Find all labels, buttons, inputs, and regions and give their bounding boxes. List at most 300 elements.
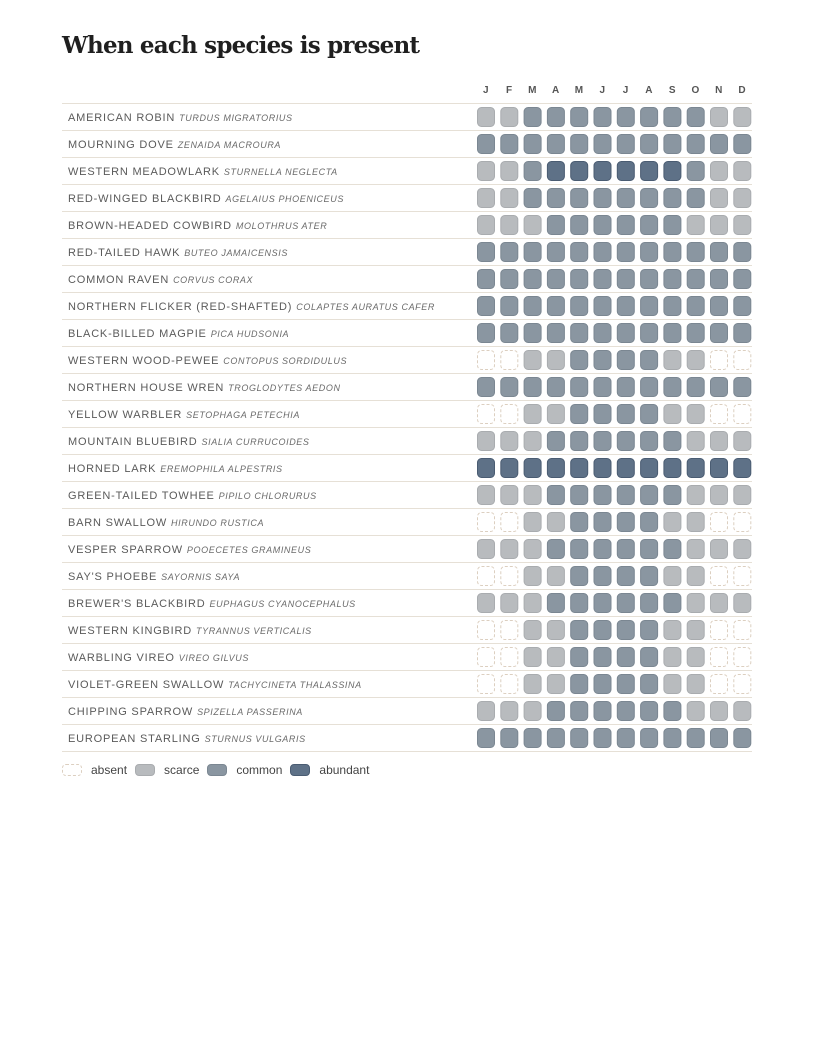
presence-cell (734, 243, 751, 262)
species-label (68, 409, 300, 421)
presence-cell (594, 324, 611, 343)
presence-cell (734, 189, 751, 208)
species-scientific-name: TACHYCINETA THALASSINA (228, 680, 362, 690)
presence-cell (501, 324, 518, 343)
presence-cell (687, 297, 704, 316)
presence-cell (594, 135, 611, 154)
species-scientific-name: SPIZELLA PASSERINA (197, 707, 303, 717)
species-common-name: BROWN-HEADED COWBIRD (68, 220, 232, 232)
presence-cell (594, 405, 611, 424)
species-label (68, 571, 240, 583)
species-label (68, 247, 288, 259)
presence-cell (571, 594, 588, 613)
presence-cell (617, 729, 634, 748)
presence-cell (571, 405, 588, 424)
presence-cell (594, 270, 611, 289)
presence-cell (641, 702, 658, 721)
presence-cell (571, 513, 588, 532)
species-common-name: WESTERN KINGBIRD (68, 625, 193, 637)
presence-cell (687, 729, 704, 748)
presence-cell (547, 270, 564, 289)
species-label (68, 679, 362, 691)
presence-cell (501, 675, 518, 694)
presence-cell (524, 324, 541, 343)
presence-cell (711, 486, 728, 505)
presence-cell (664, 378, 681, 397)
presence-cell (547, 324, 564, 343)
presence-cell (711, 189, 728, 208)
presence-cell (571, 270, 588, 289)
presence-cell (734, 216, 751, 235)
presence-cell (641, 135, 658, 154)
presence-cell (664, 216, 681, 235)
species-label (68, 706, 303, 718)
presence-cell (664, 486, 681, 505)
presence-cell (687, 405, 704, 424)
presence-cell (501, 459, 518, 478)
presence-cell (664, 432, 681, 451)
presence-cell (571, 540, 588, 559)
presence-cell (711, 243, 728, 262)
species-common-name: GREEN-TAILED TOWHEE (68, 490, 215, 502)
presence-cell (501, 594, 518, 613)
presence-cell (617, 486, 634, 505)
presence-cell (547, 567, 564, 586)
species-scientific-name: MOLOTHRUS ATER (235, 221, 328, 231)
species-label (68, 652, 249, 664)
presence-cell (524, 648, 541, 667)
month-label: O (691, 85, 700, 96)
presence-cell (547, 108, 564, 127)
presence-cell (711, 216, 728, 235)
presence-cell (617, 108, 634, 127)
presence-cell (594, 594, 611, 613)
presence-cell (524, 432, 541, 451)
species-scientific-name: VIREO GILVUS (178, 653, 249, 663)
presence-cell (617, 162, 634, 181)
species-common-name: AMERICAN ROBIN (68, 112, 176, 124)
species-common-name: VESPER SPARROW (68, 544, 183, 556)
presence-cell (617, 297, 634, 316)
presence-cell (571, 621, 588, 640)
presence-cell (571, 729, 588, 748)
presence-cell (501, 540, 518, 559)
presence-cell (687, 621, 704, 640)
species-label (68, 355, 347, 367)
legend-swatch-abundant (290, 764, 310, 776)
presence-cell (501, 351, 518, 370)
presence-cell (478, 189, 495, 208)
presence-cell (711, 567, 728, 586)
presence-cell (664, 189, 681, 208)
presence-cell (478, 513, 495, 532)
presence-cell (617, 351, 634, 370)
presence-cell (524, 567, 541, 586)
presence-cell (547, 243, 564, 262)
presence-cell (594, 243, 611, 262)
presence-cell (594, 702, 611, 721)
presence-cell (711, 135, 728, 154)
species-scientific-name: COLAPTES AURATUS CAFER (296, 302, 435, 312)
presence-cell (641, 378, 658, 397)
presence-cell (734, 135, 751, 154)
presence-cell (641, 297, 658, 316)
species-scientific-name: POOECETES GRAMINEUS (186, 545, 312, 555)
presence-cell (617, 378, 634, 397)
presence-cell (524, 459, 541, 478)
presence-cell (687, 243, 704, 262)
presence-cell (547, 189, 564, 208)
presence-cell (594, 216, 611, 235)
presence-cell (478, 297, 495, 316)
presence-cell (571, 135, 588, 154)
presence-cell (594, 729, 611, 748)
presence-cell (734, 567, 751, 586)
presence-cell (571, 351, 588, 370)
presence-cell (547, 486, 564, 505)
presence-cell (501, 621, 518, 640)
presence-cell (664, 297, 681, 316)
presence-cell (641, 648, 658, 667)
presence-cell (594, 513, 611, 532)
legend (62, 763, 377, 777)
presence-cell (478, 135, 495, 154)
legend-item-common (207, 763, 282, 777)
presence-cell (641, 432, 658, 451)
species-label (68, 166, 338, 178)
presence-cell (687, 513, 704, 532)
presence-cell (501, 162, 518, 181)
species-common-name: EUROPEAN STARLING (68, 733, 201, 745)
presence-cell (524, 297, 541, 316)
species-common-name: WARBLING VIREO (68, 652, 175, 664)
legend-item-absent (62, 763, 127, 777)
presence-cell (664, 405, 681, 424)
legend-swatch-absent (62, 764, 82, 776)
presence-cell (594, 459, 611, 478)
presence-cell (711, 297, 728, 316)
species-scientific-name: HIRUNDO RUSTICA (171, 518, 265, 528)
presence-cell (664, 594, 681, 613)
chart-title: When each species is present (62, 32, 420, 59)
presence-cell (734, 297, 751, 316)
species-scientific-name: CORVUS CORAX (173, 275, 254, 285)
species-common-name: MOUNTAIN BLUEBIRD (68, 436, 198, 448)
presence-cell (734, 621, 751, 640)
species-scientific-name: SAYORNIS SAYA (161, 572, 241, 582)
presence-cell (617, 405, 634, 424)
species-common-name: CHIPPING SPARROW (68, 706, 194, 718)
month-label: M (574, 85, 584, 96)
month-label: J (599, 85, 606, 96)
presence-cell (641, 216, 658, 235)
presence-cell (617, 189, 634, 208)
presence-cell (478, 486, 495, 505)
presence-cell (524, 594, 541, 613)
presence-cell (594, 648, 611, 667)
presence-cell (687, 270, 704, 289)
species-common-name: NORTHERN FLICKER (RED-SHAFTED) (68, 301, 293, 313)
presence-cell (501, 378, 518, 397)
legend-label-common: common (236, 763, 283, 777)
presence-cell (617, 648, 634, 667)
presence-cell (734, 459, 751, 478)
presence-cell (664, 108, 681, 127)
presence-cell (641, 729, 658, 748)
presence-cell (547, 459, 564, 478)
presence-cell (478, 108, 495, 127)
species-label (68, 328, 289, 340)
presence-cell (547, 432, 564, 451)
presence-cell (478, 540, 495, 559)
presence-cell (641, 162, 658, 181)
presence-cell (617, 432, 634, 451)
legend-label-absent: absent (91, 763, 128, 777)
presence-cell (641, 486, 658, 505)
presence-cell (711, 270, 728, 289)
presence-cell (547, 405, 564, 424)
presence-cell (571, 162, 588, 181)
species-scientific-name: TYRANNUS VERTICALIS (196, 626, 312, 636)
presence-cell (478, 405, 495, 424)
species-label (68, 436, 310, 448)
legend-swatch-common (207, 764, 227, 776)
presence-cell (664, 702, 681, 721)
month-label: N (715, 85, 723, 96)
presence-cell (711, 378, 728, 397)
species-scientific-name: SETOPHAGA PETECHIA (186, 410, 300, 420)
presence-cell (524, 378, 541, 397)
presence-cell (524, 513, 541, 532)
species-common-name: COMMON RAVEN (68, 274, 170, 286)
presence-cell (547, 675, 564, 694)
presence-cell (687, 675, 704, 694)
species-scientific-name: SIALIA CURRUCOIDES (201, 437, 310, 447)
presence-cell (478, 648, 495, 667)
presence-cell (617, 324, 634, 343)
presence-cell (478, 459, 495, 478)
presence-cell (711, 459, 728, 478)
presence-cell (617, 621, 634, 640)
species-common-name: RED-TAILED HAWK (68, 247, 181, 259)
presence-cell (501, 216, 518, 235)
presence-cell (664, 459, 681, 478)
species-label (68, 733, 306, 745)
presence-cell (571, 459, 588, 478)
presence-cell (478, 270, 495, 289)
presence-cell (478, 432, 495, 451)
presence-cell (524, 243, 541, 262)
presence-cell (594, 432, 611, 451)
presence-cell (594, 486, 611, 505)
species-label (68, 490, 317, 502)
presence-cell (734, 270, 751, 289)
species-label (68, 463, 283, 475)
presence-cell (664, 324, 681, 343)
presence-cell (734, 729, 751, 748)
presence-cell (571, 567, 588, 586)
presence-cell (664, 729, 681, 748)
presence-cell (547, 135, 564, 154)
species-label (68, 220, 327, 232)
presence-cell (478, 675, 495, 694)
presence-cell (547, 513, 564, 532)
presence-cell (571, 324, 588, 343)
presence-cell (617, 513, 634, 532)
month-label: A (552, 85, 560, 96)
presence-cell (547, 729, 564, 748)
presence-cell (687, 189, 704, 208)
presence-cell (734, 432, 751, 451)
presence-cell (478, 729, 495, 748)
species-common-name: YELLOW WARBLER (68, 409, 183, 421)
presence-cell (501, 648, 518, 667)
presence-cell (734, 540, 751, 559)
presence-cell (641, 324, 658, 343)
presence-cell (687, 459, 704, 478)
presence-cell (711, 162, 728, 181)
presence-cell (524, 405, 541, 424)
presence-cell (641, 621, 658, 640)
presence-cell (478, 324, 495, 343)
species-scientific-name: TURDUS MIGRATORIUS (179, 113, 293, 123)
presence-cell (687, 216, 704, 235)
presence-cell (594, 621, 611, 640)
presence-cell (711, 513, 728, 532)
species-scientific-name: TROGLODYTES AEDON (228, 383, 341, 393)
presence-cell (664, 567, 681, 586)
presence-cell (501, 189, 518, 208)
presence-cell (641, 351, 658, 370)
presence-cell (524, 729, 541, 748)
month-label: A (645, 85, 653, 96)
presence-cell (478, 351, 495, 370)
species-common-name: BREWER'S BLACKBIRD (68, 598, 206, 610)
presence-cell (641, 594, 658, 613)
presence-cell (501, 567, 518, 586)
month-label: M (528, 85, 538, 96)
presence-cell (711, 702, 728, 721)
presence-cell (734, 675, 751, 694)
presence-cell (687, 486, 704, 505)
presence-cell (547, 540, 564, 559)
presence-cell (524, 621, 541, 640)
presence-cell (571, 648, 588, 667)
species-label (68, 544, 311, 556)
presence-cell (571, 378, 588, 397)
presence-cell (478, 378, 495, 397)
presence-cell (571, 486, 588, 505)
presence-cell (524, 216, 541, 235)
presence-cell (571, 216, 588, 235)
presence-cell (734, 378, 751, 397)
presence-cell (664, 513, 681, 532)
species-label (68, 301, 435, 313)
presence-cell (547, 378, 564, 397)
species-scientific-name: PIPILO CHLORURUS (218, 491, 317, 501)
presence-cell (664, 162, 681, 181)
presence-cell (594, 540, 611, 559)
presence-cell (501, 135, 518, 154)
presence-cell (734, 108, 751, 127)
presence-cell (711, 108, 728, 127)
presence-cell (594, 351, 611, 370)
species-label (68, 625, 312, 637)
presence-cell (734, 513, 751, 532)
presence-cell (687, 567, 704, 586)
presence-cell (641, 540, 658, 559)
presence-cell (547, 351, 564, 370)
species-scientific-name: EUPHAGUS CYANOCEPHALUS (209, 599, 356, 609)
presence-cell (617, 702, 634, 721)
presence-cell (594, 297, 611, 316)
presence-cell (641, 513, 658, 532)
presence-cell (571, 702, 588, 721)
species-label (68, 598, 356, 610)
species-scientific-name: STURNELLA NEGLECTA (223, 167, 338, 177)
presence-cell (571, 675, 588, 694)
species-scientific-name: ZENAIDA MACROURA (177, 140, 282, 150)
presence-cell (617, 216, 634, 235)
presence-cell (687, 135, 704, 154)
presence-cell (571, 108, 588, 127)
month-label: S (668, 85, 676, 96)
species-scientific-name: PICA HUDSONIA (210, 329, 290, 339)
presence-cell (501, 108, 518, 127)
species-scientific-name: EREMOPHILA ALPESTRIS (160, 464, 283, 474)
presence-cell (664, 351, 681, 370)
presence-cell (501, 270, 518, 289)
legend-label-abundant: abundant (319, 763, 370, 777)
presence-cell (664, 243, 681, 262)
presence-cell (594, 189, 611, 208)
presence-cell (664, 648, 681, 667)
presence-cell (547, 216, 564, 235)
presence-cell (617, 540, 634, 559)
presence-cell (664, 135, 681, 154)
presence-cell (478, 243, 495, 262)
presence-cell (478, 594, 495, 613)
presence-cell (524, 351, 541, 370)
presence-cell (594, 162, 611, 181)
month-label: D (738, 85, 747, 96)
presence-cell (547, 594, 564, 613)
presence-cell (641, 675, 658, 694)
presence-cell (687, 594, 704, 613)
legend-label-scarce: scarce (164, 763, 200, 777)
presence-cell (524, 540, 541, 559)
presence-cell (478, 702, 495, 721)
presence-cell (687, 540, 704, 559)
presence-cell (571, 189, 588, 208)
legend-swatch-scarce (135, 764, 155, 776)
presence-cell (617, 270, 634, 289)
presence-cell (711, 540, 728, 559)
presence-cell (501, 297, 518, 316)
presence-cell (524, 135, 541, 154)
presence-cell (664, 540, 681, 559)
presence-cell (594, 378, 611, 397)
species-common-name: HORNED LARK (68, 463, 157, 475)
presence-cell (711, 324, 728, 343)
species-common-name: BARN SWALLOW (68, 517, 168, 529)
presence-cell (594, 567, 611, 586)
presence-cell (664, 675, 681, 694)
presence-cell (664, 270, 681, 289)
presence-cell (501, 486, 518, 505)
presence-cell (687, 351, 704, 370)
legend-item-scarce (135, 763, 199, 777)
